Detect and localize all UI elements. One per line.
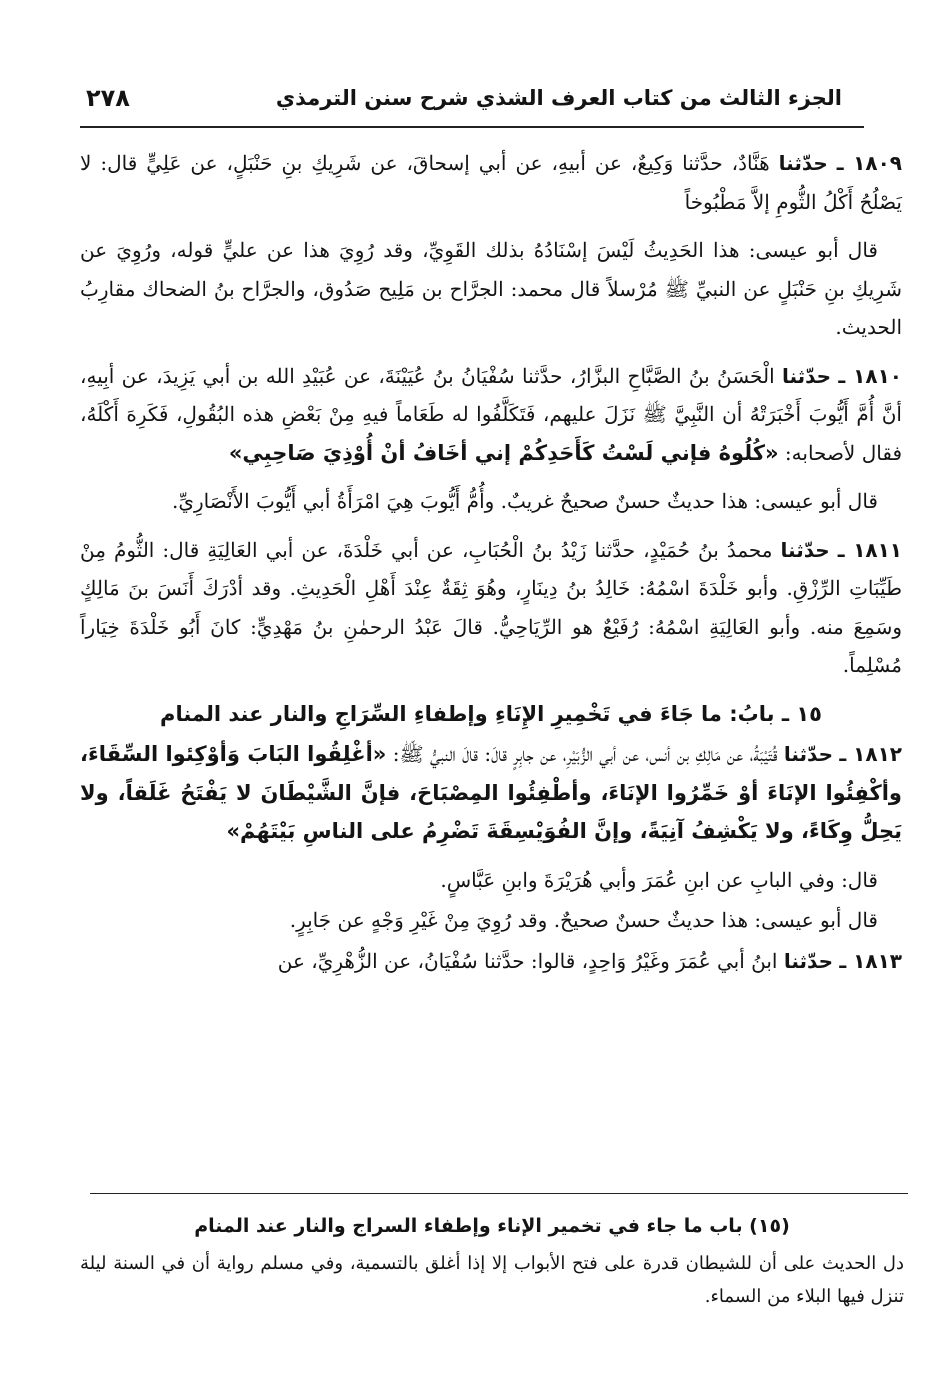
- hadith-matn: «أغْلِقُوا البَابَ وَأوْكِئوا السِّقَاءَ، وأكْفِئُوا الإنَاءَ أوْ خَمِّرُوا الإنَاءَ، وأطْفِئُوا المِصْبَاحَ، فإنَّ الشَّيْطَانَ لا يَفْتَحُ غَلَقاً، ولا يَحِلُّ وِكَاءً، ولا يَكْشِفُ آنِيَةً، وإنَّ الفُوَيْسِقَةَ تَضْرِمُ على الناسِ بَيْتَهُمْ»: [79, 742, 902, 843]
- hadith-number: ١٨١١ ـ: [837, 537, 903, 562]
- haddathana-word: حدّثنا: [783, 948, 833, 973]
- chapter-heading: ١٥ ـ بابُ: ما جَاءَ في تَخْمِيرِ الإِنَاءِ وإطفاءِ السِّرَاجِ والنار عند المنام: [160, 701, 822, 726]
- footnote-text: دل الحديث على أن للشيطان قدرة على فتح الأبواب إلا إذا أغلق بالتسمية، وفي مسلم رواية أن في السنة ليلة تنزل فيها البلاء من السماء.: [80, 1253, 904, 1307]
- hadith-1809: [80, 144, 902, 221]
- haddathana-word: حدّثنا: [780, 537, 830, 562]
- comment-1809: قال أبو عيسى: هذا الحَدِيثُ لَيْسَ إسْنَادُهُ بذلك القَوِيِّ، وقد رُوِيَ هذا عن عليٍّ قوله، ورُوِيَ عن شَرِيكِ بنِ حَنْبَلٍ عن النبيِّ ﷺ مُرْسلاً قال محمد: الجرَّاح بن مَلِيح صَدُوق، والجرَّاح بنُ الضحاك مقارِبُ الحديث.: [80, 238, 902, 339]
- page-header: [80, 78, 864, 128]
- hadith-1810: [80, 357, 902, 473]
- page-number: ٢٧٨: [86, 84, 130, 112]
- comment-1812-grade: قال أبو عيسى: هذا حديثٌ حسنٌ صحيحٌ. وقد رُوِيَ مِنْ غَيْرِ وَجْهٍ عن جَابِرٍ.: [289, 908, 878, 932]
- running-title: الجزء الثالث من كتاب العرف الشذي شرح سنن الترمذي: [275, 86, 842, 110]
- haddathana-word: حدّثنا: [781, 363, 832, 388]
- hadith-text: الْحَسَنُ بنُ الصَّبَّاحِ البزَّارُ، حدَّثنا سُفْيَانُ بنُ عُيَيْنَةَ، عن عُبَيْدِ الله بن أبي يَزِيدَ، عن أبِيهِ، أنَّ أُمَّ أَيُّوبَ أَخْبَرَتْهُ أن النَّبِيَّ ﷺ نَزَلَ عليهم، فَتَكَلَّفُوا له طَعَاماً فيهِ مِنْ بَعْضِ هذه البُقُولِ، فَكَرِهَ أَكْلَهُ، فقال لأصحابه:: [80, 363, 902, 465]
- hadith-1812: [80, 735, 902, 851]
- hadith-text: ابنُ أبي عُمَرَ وغَيْرُ وَاحِدٍ، قالوا: حدَّثنا سُفْيَانُ، عن الزُّهْرِيِّ، عن: [277, 948, 784, 973]
- hadith-number: ١٨١٣ ـ: [839, 948, 902, 973]
- hadith-number: ١٨٠٩ ـ: [836, 151, 902, 175]
- footnote: [80, 1210, 904, 1313]
- hadith-matn: «كُلُوهُ فإني لَسْتُ كَأَحَدِكُمْ إني أخَافُ أنْ أُوْذِيَ صَاحِبِي»: [228, 440, 779, 465]
- comment-1810: قال أبو عيسى: هذا حديثٌ حسنٌ صحيحٌ غريبٌ. وأُمُّ أَيُّوبَ هِيَ امْرَأَةُ أبي أَيُّوبَ الأَنْصَارِيِّ.: [171, 489, 878, 513]
- hadith-1813: [80, 942, 902, 981]
- main-text: [80, 144, 902, 990]
- hadith-number: ١٨١٠ ـ: [838, 363, 902, 388]
- hadith-1811: [80, 531, 902, 685]
- hadith-text: قُتَيْبَةُ، عن مَالِكِ بن أنس، عن أبي الزُّبَيْرِ، عن جابِرٍ قالَ: قالَ النبيُّ ﷺ:: [386, 742, 784, 766]
- footnote-title: (١٥) باب ما جاء في تخمير الإناء وإطفاء السراج والنار عند المنام: [194, 1215, 790, 1237]
- hadith-text: هَنَّادٌ، حدَّثنا وَكِيعٌ، عن أبيهِ، عن أبي إسحاقَ، عن شَرِيكِ بنِ حَنْبَلٍ، عن عَلِيٍّ قال: لا يَصْلُحُ أَكْلُ الثُّومِ إلاَّ مَطْبُوخاً: [80, 151, 902, 214]
- comment-1812-bab: قال: وفي البابِ عن ابنِ عُمَرَ وأبي هُرَيْرَةَ وابنِ عَبَّاسٍ.: [440, 867, 878, 892]
- hadith-text: محمدُ بنُ حُمَيْدٍ، حدَّثنا زَيْدُ بنُ الْحُبَابِ، عن أبي خَلْدَةَ، عن أبي العَالِيَةِ قال: الثُّومُ مِنْ طَيِّبَاتِ الرِّزْقِ. وأبو خَلْدَةَ اسْمُهُ: خَالِدُ بنُ دِينَارٍ، وهُوَ ثِقَةٌ عِنْدَ أَهْلِ الْحَدِيثِ. وقد أدْرَكَ أَنَسَ بنَ مَالِكٍ وسَمِعَ منه. وأبو العَالِيَةِ اسْمُهُ: رُفَيْعٌ هو الرِّيَاحِيُّ. قالَ عَبْدُ الرحمٰنِ بنُ مَهْدِيٍّ: كانَ أَبُو خَلْدَةَ خِيَاراً مُسْلِماً.: [80, 537, 902, 677]
- haddathana-word: حدّثنا: [783, 742, 833, 766]
- hadith-number: ١٨١٢ ـ: [839, 742, 902, 766]
- haddathana-word: حدّثنا: [778, 151, 828, 175]
- footnote-divider: [90, 1193, 908, 1194]
